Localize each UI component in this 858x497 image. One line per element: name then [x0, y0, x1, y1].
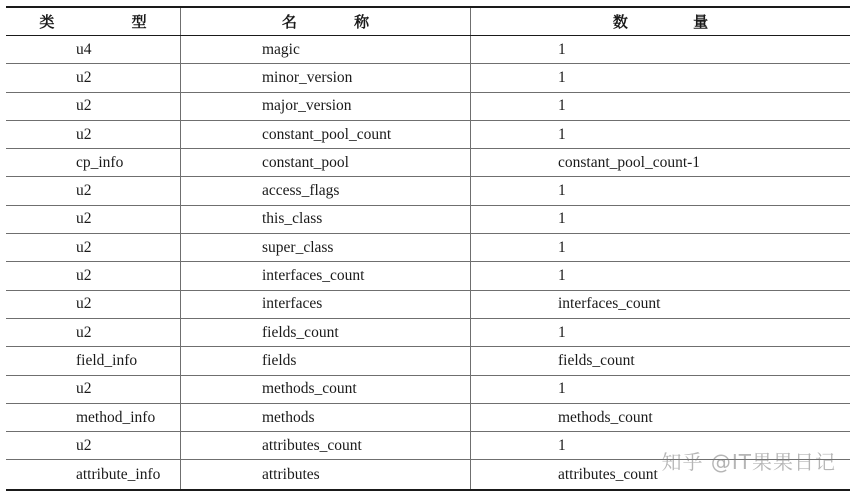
name-cell: methods_count — [181, 376, 471, 403]
type-cell: u2 — [6, 291, 181, 318]
name-cell: access_flags — [181, 177, 471, 204]
table-header-row — [6, 8, 850, 36]
header-type: 类 型 — [6, 8, 181, 35]
header-count: 数 量 — [612, 13, 739, 31]
type-cell: u2 — [6, 206, 181, 233]
name-cell: major_version — [181, 93, 471, 120]
name-cell: attributes — [181, 460, 471, 488]
count-cell: 1 — [558, 182, 566, 200]
header-name: 名 称 — [181, 8, 471, 35]
name-cell: minor_version — [181, 64, 471, 91]
name-cell: magic — [181, 36, 471, 63]
name-cell: fields_count — [181, 319, 471, 346]
name-cell: this_class — [181, 206, 471, 233]
name-cell: super_class — [181, 234, 471, 261]
type-cell: cp_info — [6, 149, 181, 176]
count-cell: 1 — [558, 210, 566, 228]
table-row — [6, 404, 850, 432]
table-row — [6, 177, 850, 205]
type-cell: field_info — [6, 347, 181, 374]
name-cell: constant_pool_count — [181, 121, 471, 148]
table-row — [6, 262, 850, 290]
name-cell: interfaces — [181, 291, 471, 318]
name-cell: attributes_count — [181, 432, 471, 459]
type-cell: u2 — [6, 177, 181, 204]
type-cell: u2 — [6, 319, 181, 346]
count-cell: 1 — [558, 40, 566, 58]
watermark: 知乎 @IT果果日记 — [661, 450, 836, 474]
table-row — [6, 376, 850, 404]
type-cell: method_info — [6, 404, 181, 431]
name-cell: fields — [181, 347, 471, 374]
table-row — [6, 234, 850, 262]
type-cell: attribute_info — [6, 460, 181, 488]
count-cell: constant_pool_count-1 — [558, 153, 701, 171]
table-row — [6, 347, 850, 375]
type-cell: u2 — [6, 432, 181, 459]
table-row — [6, 93, 850, 121]
type-cell: u4 — [6, 36, 181, 63]
count-cell: 1 — [558, 267, 566, 285]
type-cell: u2 — [6, 121, 181, 148]
table-row — [6, 291, 850, 319]
count-cell: 1 — [558, 97, 566, 115]
class-file-structure-table — [6, 6, 850, 491]
count-cell: 1 — [558, 125, 566, 143]
type-cell: u2 — [6, 376, 181, 403]
table-row — [6, 121, 850, 149]
count-cell: 1 — [558, 380, 566, 398]
name-cell: constant_pool — [181, 149, 471, 176]
table-row — [6, 319, 850, 347]
count-cell: attributes_count — [558, 465, 658, 483]
name-cell: interfaces_count — [181, 262, 471, 289]
count-cell: 1 — [558, 323, 566, 341]
type-cell: u2 — [6, 93, 181, 120]
type-cell: u2 — [6, 234, 181, 261]
count-cell: fields_count — [558, 351, 635, 369]
count-cell: interfaces_count — [558, 295, 661, 313]
table-row — [6, 206, 850, 234]
count-cell: 1 — [558, 238, 566, 256]
table-row — [6, 149, 850, 177]
count-cell: methods_count — [558, 408, 653, 426]
table-row — [6, 36, 850, 64]
table-row — [6, 64, 850, 92]
count-cell: 1 — [558, 68, 566, 86]
name-cell: methods — [181, 404, 471, 431]
count-cell: 1 — [558, 436, 566, 454]
type-cell: u2 — [6, 64, 181, 91]
type-cell: u2 — [6, 262, 181, 289]
